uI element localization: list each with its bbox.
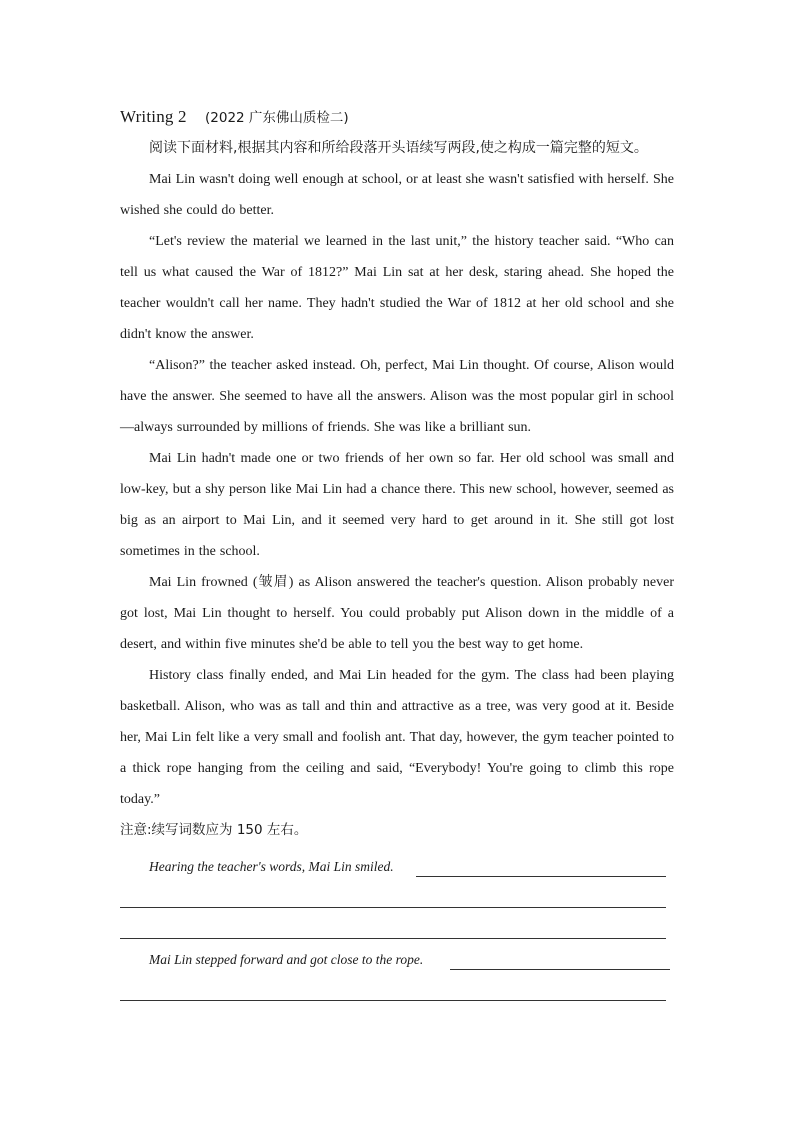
word-count-note: 注意:续写词数应为 150 左右。 (120, 822, 308, 838)
story-paragraph-4: Mai Lin hadn't made one or two friends of her own so far. Her old school was small and low-key, but a shy person like Mai Lin had a chance there. This new school, however, seemed as big as an airport to Mai Lin, and it seemed very hard to get around in it. She still got lost sometimes in the school. (120, 451, 674, 559)
continuation-1-opening: Hearing the teacher's words, Mai Lin smiled. (149, 859, 394, 874)
task-instruction: 阅读下面材料,根据其内容和所给段落开头语续写两段,使之构成一篇完整的短文。 (149, 140, 648, 156)
worksheet-page (120, 104, 674, 1001)
answer-line-row[interactable] (120, 908, 674, 939)
writing-heading (120, 104, 674, 131)
continuation-2 (120, 939, 674, 970)
exam-source: (2022 广东佛山质检二) (205, 110, 349, 126)
story-paragraph-2: “Let's review the material we learned in the last unit,” the history teacher said. “Who can tell us what caused the War of 1812?” Mai Lin sat at her desk, staring ahead. She hoped the teacher wouldn't call her name. They hadn't studied the War of 1812 at her old school and she didn't know the answer. (120, 234, 674, 342)
story-paragraph-5: Mai Lin frowned (皱眉) as Alison answered the teacher's question. Alison probably never got lost, Mai Lin thought to herself. You could probably put Alison down in the middle of a desert, and within five minutes she'd be able to tell you the best way to get home. (120, 575, 674, 652)
continuation-2-opening: Mai Lin stepped forward and got close to the rope. (149, 952, 424, 967)
writing-title: Writing 2 (120, 107, 187, 126)
story-paragraph-6: History class finally ended, and Mai Lin headed for the gym. The class had been playing basketball. Alison, who was as tall and thin and attractive as a tree, was very good at it. Beside her, Mai Lin felt like a very small and foolish ant. That day, however, the gym teacher pointed to a thick rope hanging from the ceiling and said, “Everybody! You're going to climb this rope today.” (120, 668, 674, 807)
answer-line-row[interactable] (120, 970, 674, 1001)
story-paragraph-1: Mai Lin wasn't doing well enough at school, or at least she wasn't satisfied with herself. She wished she could do better. (120, 172, 674, 218)
continuation-1 (120, 846, 674, 877)
story-paragraph-3: “Alison?” the teacher asked instead. Oh, perfect, Mai Lin thought. Of course, Alison would have the answer. She seemed to have all the answers. Alison was the most popular girl in school—always surrounded by millions of friends. She was like a brilliant sun. (120, 358, 674, 435)
answer-line-row[interactable] (120, 877, 674, 908)
